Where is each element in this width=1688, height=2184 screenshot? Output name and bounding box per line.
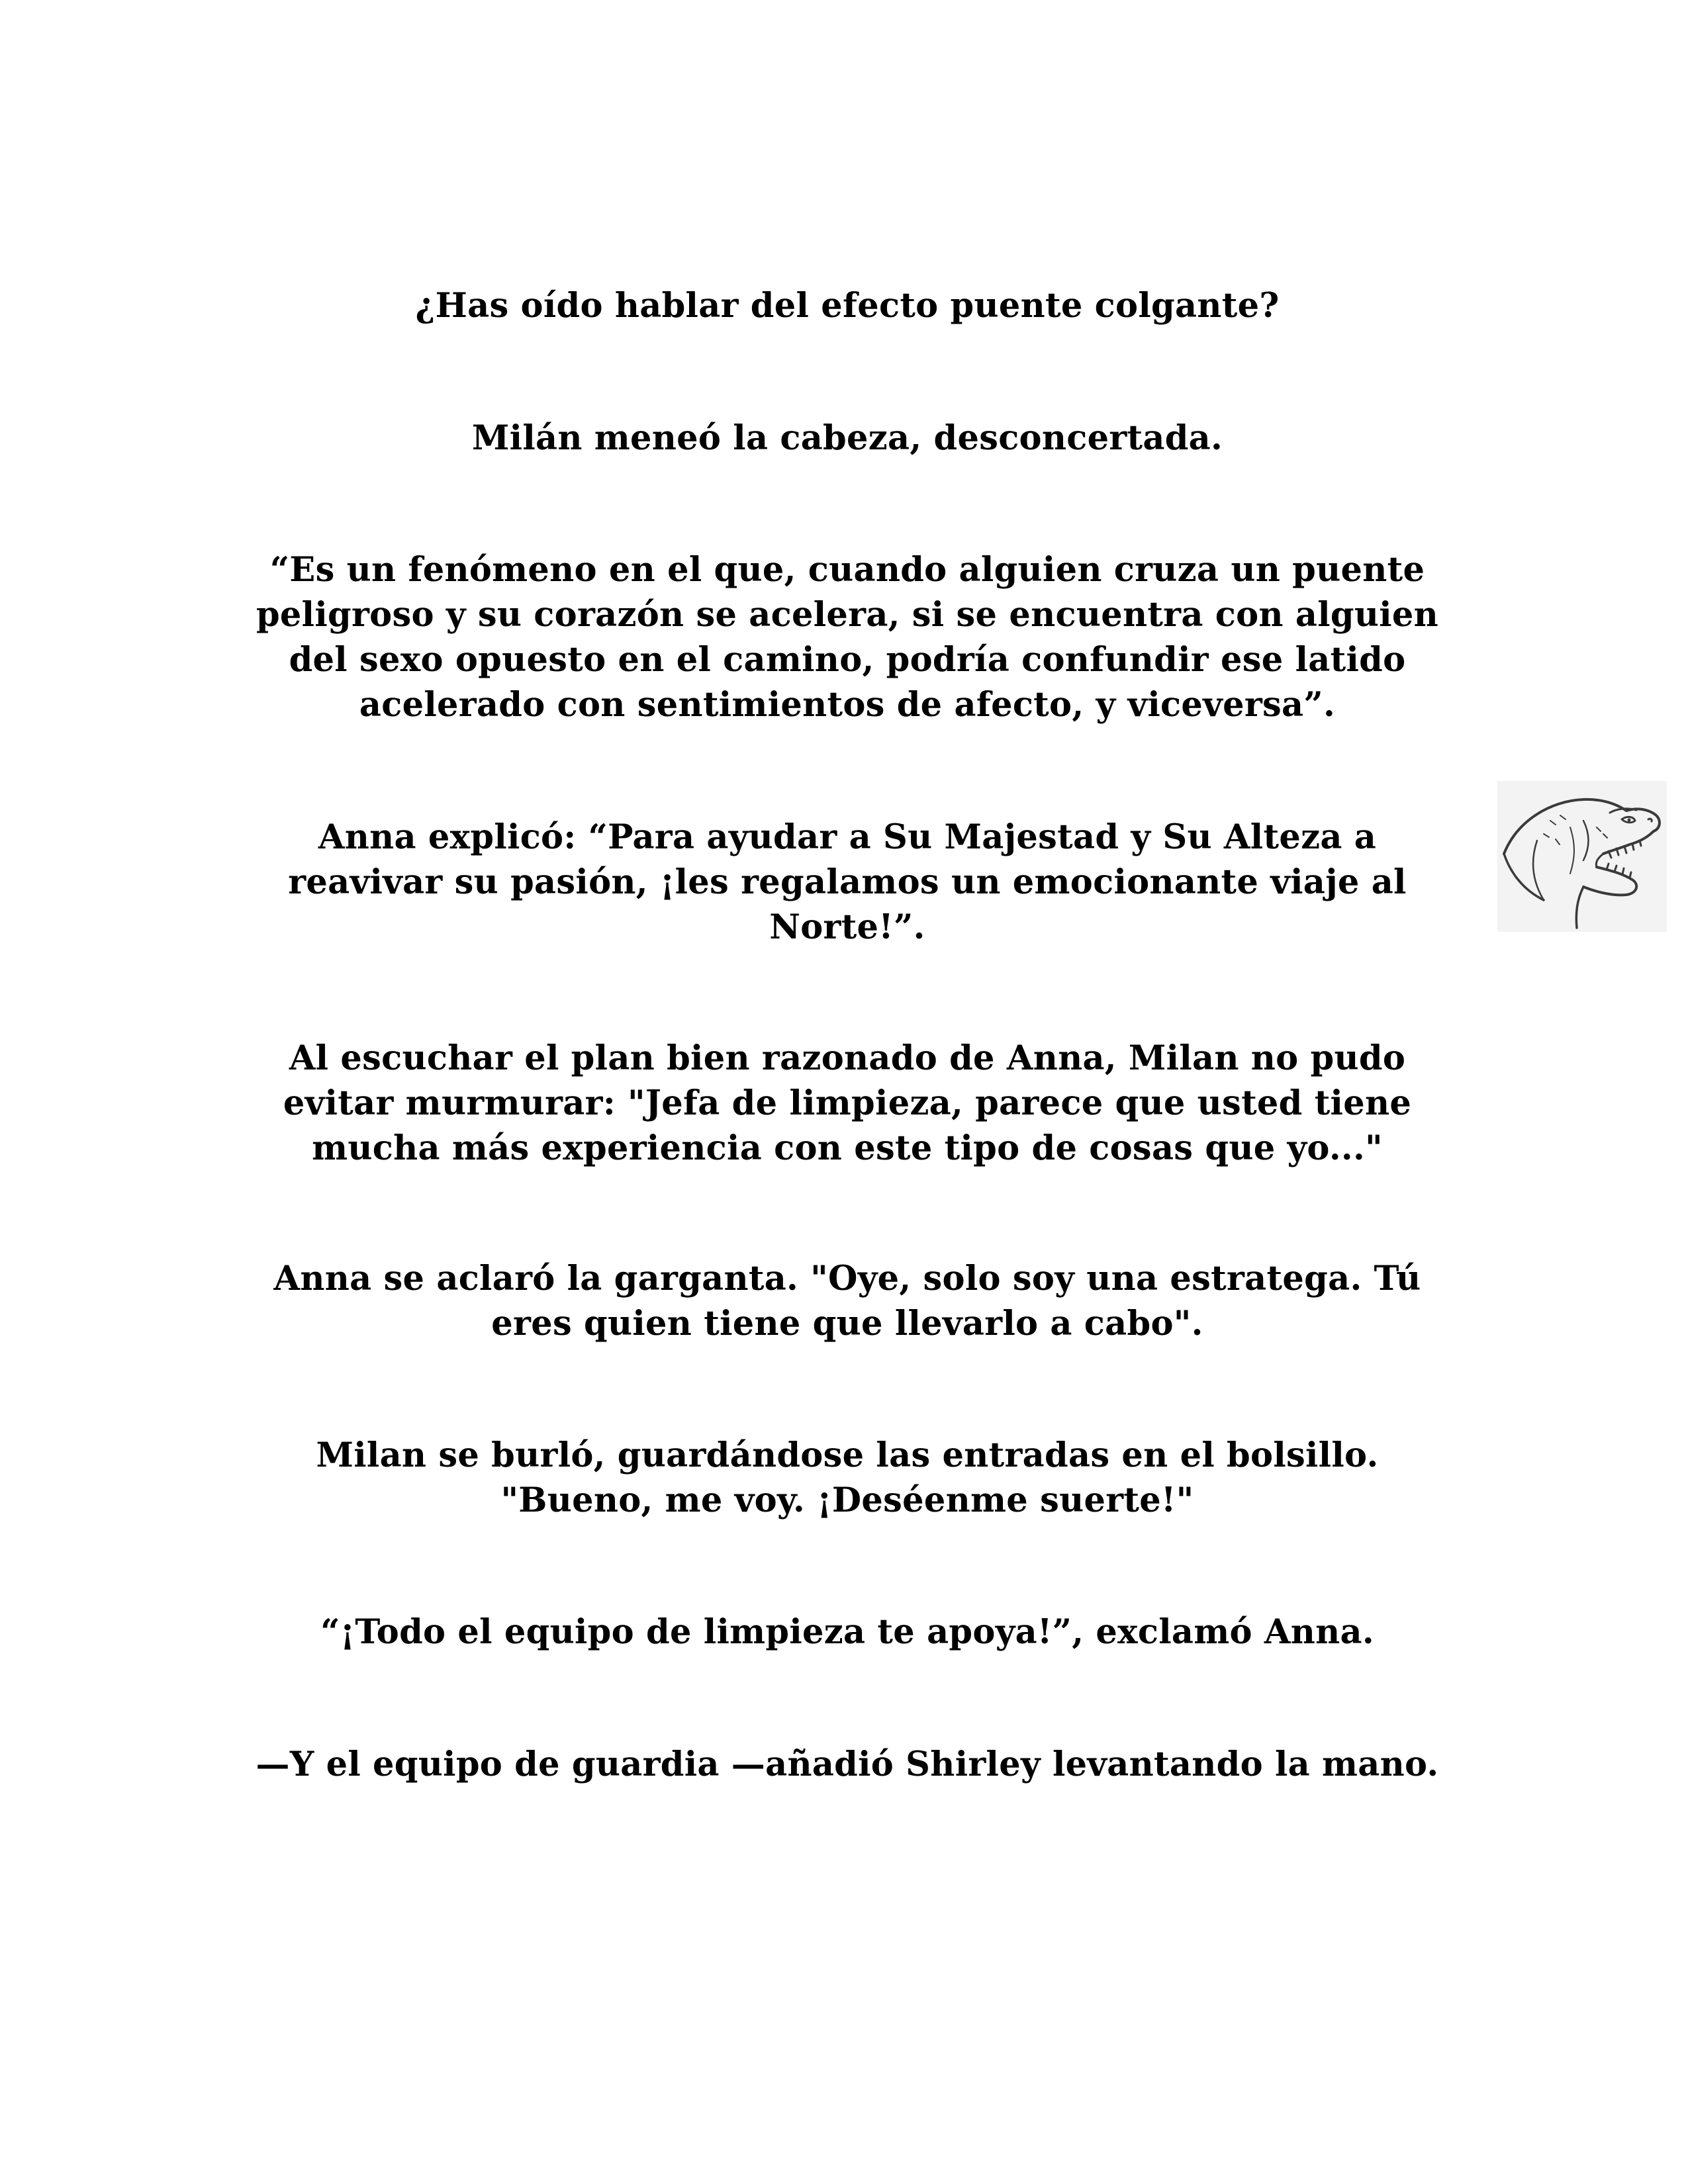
paragraph-3 (199, 547, 1496, 727)
paragraph-line: peligroso y su corazón se acelera, si se encuentra con alguien (256, 595, 1439, 635)
paragraph-line: Milán meneó la cabeza, desconcertada. (471, 418, 1223, 458)
paragraph-7 (199, 1433, 1496, 1523)
paragraph-line: Anna explicó: “Para ayudar a Su Majestad y Su Alteza a (318, 817, 1377, 857)
paragraph-line: mucha más experiencia con este tipo de cosas que yo..." (312, 1128, 1383, 1168)
paragraph-line: —Y el equipo de guardia —añadió Shirley levantando la mano. (256, 1745, 1439, 1784)
paragraph-line: del sexo opuesto en el camino, podría confundir ese latido (289, 640, 1406, 680)
paragraph-6 (199, 1256, 1496, 1346)
paragraph-line: “Es un fenómeno en el que, cuando alguien cruza un puente (269, 550, 1425, 590)
paragraph-line: "Bueno, me voy. ¡Deséenme suerte!" (500, 1480, 1194, 1520)
paragraph-line: Al escuchar el plan bien razonado de Anna, Milan no pudo (289, 1038, 1406, 1078)
paragraph-line: acelerado con sentimientos de afecto, y viceversa”. (359, 685, 1336, 725)
paragraph-line: Norte!”. (769, 907, 925, 947)
paragraph-line: reavivar su pasión, ¡les regalamos un emocionante viaje al (288, 862, 1407, 902)
paragraph-line: eres quien tiene que llevarlo a cabo". (491, 1304, 1203, 1343)
paragraph-line: Anna se aclaró la garganta. "Oye, solo soy una estratega. Tú (273, 1259, 1421, 1298)
paragraph-line: Milan se burló, guardándose las entradas en el bolsillo. (316, 1435, 1379, 1475)
paragraph-line: ¿Has oído hablar del efecto puente colgante? (415, 286, 1280, 326)
paragraph-8 (199, 1610, 1496, 1655)
paragraph-5 (199, 1036, 1496, 1171)
paragraph-9 (199, 1742, 1496, 1787)
paragraph-2 (199, 416, 1496, 461)
dinosaur-head-sketch-icon (1497, 781, 1667, 932)
paragraph-line: “¡Todo el equipo de limpieza te apoya!”, exclamó Anna. (320, 1612, 1374, 1652)
paragraph-line: evitar murmurar: "Jefa de limpieza, parece que usted tiene (283, 1083, 1412, 1123)
paragraph-1 (199, 283, 1496, 328)
paragraph-4 (199, 815, 1496, 950)
